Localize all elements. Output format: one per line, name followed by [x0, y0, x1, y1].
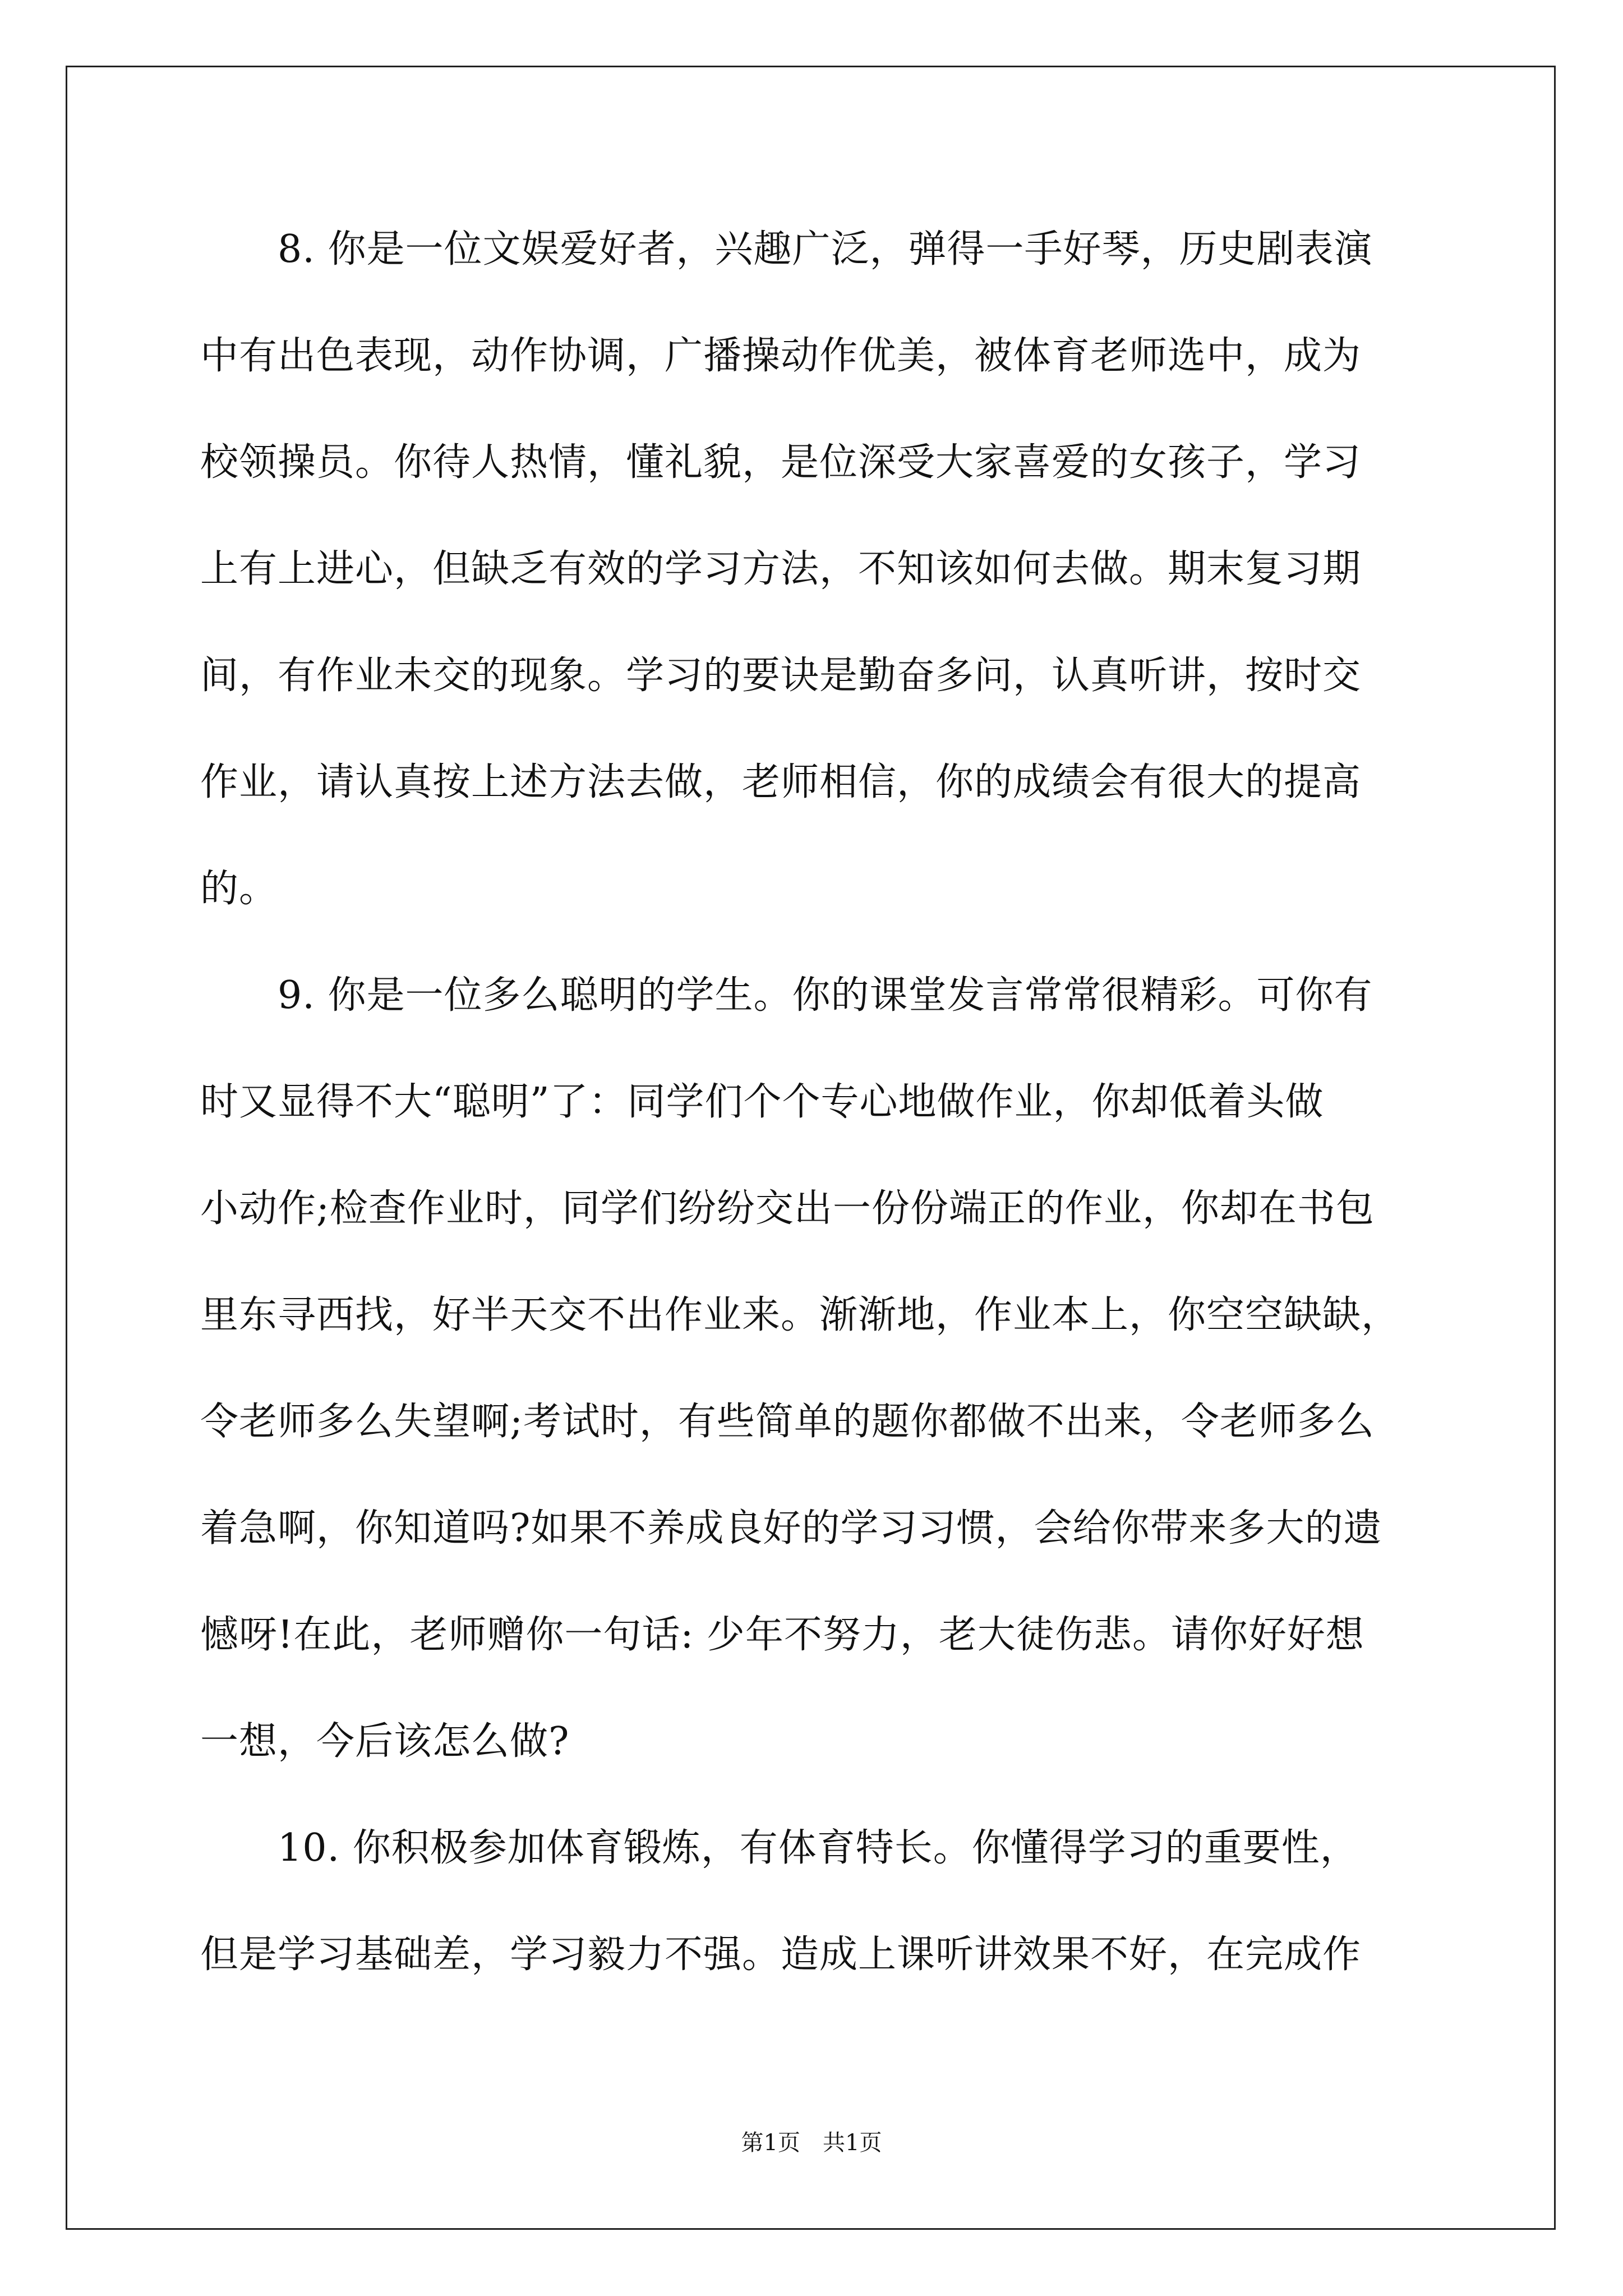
page-footer: 第1页 共1页 [741, 2130, 882, 2156]
text-line: 上有上进心，但缺乏有效的学习方法，不知该如何去做。期末复习期 [200, 547, 1362, 591]
page-border [66, 66, 1556, 2230]
text-line: 间，有作业未交的现象。学习的要诀是勤奋多问，认真听讲，按时交 [200, 654, 1362, 698]
text-line: 令老师多么失望啊;考试时，有些简单的题你都做不出来，令老师多么 [200, 1400, 1375, 1444]
text-line: 的。 [200, 867, 278, 911]
text-line: 时又显得不大“聪明”了：同学们个个专心地做作业，你却低着头做 [200, 1080, 1324, 1124]
text-line: 小动作;检查作业时，同学们纷纷交出一份份端正的作业，你却在书包 [200, 1186, 1375, 1231]
text-line: 作业，请认真按上述方法去做，老师相信，你的成绩会有很大的提高 [200, 760, 1362, 804]
text-line: 8. 你是一位文娱爱好者，兴趣广泛，弹得一手好琴，历史剧表演 [200, 227, 1373, 272]
text-line: 憾呀!在此，老师赠你一句话: 少年不努力，老大徒伤悲。请你好好想 [200, 1613, 1364, 1657]
text-line: 9. 你是一位多么聪明的学生。你的课堂发言常常很精彩。可你有 [200, 973, 1373, 1018]
text-line: 一想，今后该怎么做? [200, 1719, 570, 1764]
text-line: 校领操员。你待人热情，懂礼貌，是位深受大家喜爱的女孩子，学习 [200, 440, 1362, 485]
text-line: 但是学习基础差，学习毅力不强。造成上课听讲效果不好，在完成作 [200, 1932, 1362, 1977]
text-line: 10. 你积极参加体育锻炼，有体育特长。你懂得学习的重要性， [200, 1826, 1359, 1870]
text-line: 中有出色表现，动作协调，广播操动作优美，被体育老师选中，成为 [200, 334, 1362, 378]
text-line: 里东寻西找，好半天交不出作业来。渐渐地，作业本上，你空空缺缺， [200, 1293, 1400, 1337]
text-line: 着急啊，你知道吗?如果不养成良好的学习习惯，会给你带来多大的遗 [200, 1506, 1382, 1550]
